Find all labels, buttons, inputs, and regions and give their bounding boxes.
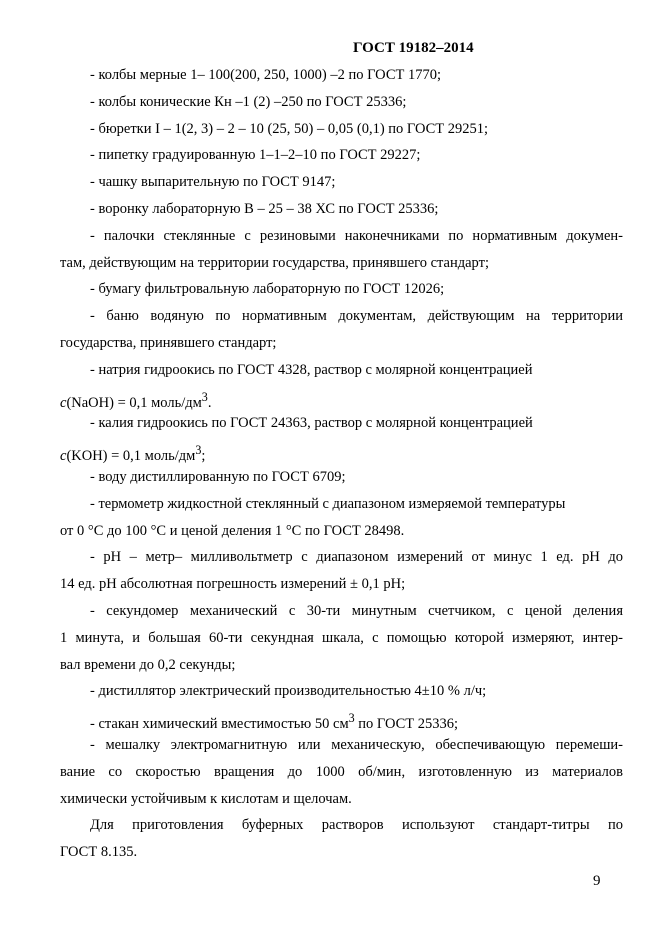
formula-text: (NaOH) = 0,1 моль/дм	[66, 394, 202, 411]
formula-superscript: 3	[201, 389, 208, 404]
text-line: - рН – метр– милливольтметр с диапазоном измерений от минус 1 ед. рН до	[90, 549, 623, 566]
text-line: Для приготовления буферных растворов используют стандарт-титры по	[90, 817, 623, 834]
formula-superscript: 3	[195, 443, 202, 458]
beaker-tail: по ГОСТ 25336;	[354, 715, 459, 732]
text-line: 14 ед. рН абсолютная погрешность измерений ± 0,1 рН;	[60, 576, 406, 593]
text-line: от 0 °С до 100 °С и ценой деления 1 °С по ГОСТ 28498.	[60, 522, 405, 539]
text-line: - палочки стеклянные с резиновыми наконечниками по нормативным докумен-	[90, 227, 623, 244]
formula-variable: c	[60, 394, 67, 411]
text-line: химически устойчивым к кислотам и щелочам.	[60, 790, 352, 807]
text-line: - колбы мерные 1– 100(200, 250, 1000) –2 по ГОСТ 1770;	[90, 67, 441, 83]
beaker-superscript: 3	[348, 711, 355, 726]
text-line: - колбы конические Кн –1 (2) –250 по ГОСТ 25336;	[90, 93, 407, 110]
text-line: 1 минута, и большая 60-ти секундная шкала, с помощью которой измеряют, интер-	[60, 629, 623, 646]
formula-line-beaker	[60, 705, 623, 732]
text-line: - чашку выпарительную по ГОСТ 9147;	[90, 174, 336, 191]
text-line: - бумагу фильтровальную лабораторную по ГОСТ 12026;	[90, 281, 445, 298]
formula-text: (KOH) = 0,1 моль/дм	[66, 447, 196, 464]
text-line: - калия гидроокись по ГОСТ 24363, раствор с молярной концентрацией	[90, 415, 533, 432]
formula-tail: .	[207, 394, 212, 411]
text-line: вал времени до 0,2 секунды;	[60, 656, 236, 673]
formula-tail: ;	[201, 447, 206, 464]
beaker-text: - стакан химический вместимостью 50 см	[90, 715, 349, 732]
document-body	[60, 62, 623, 866]
text-line: там, действующим на территории государства, принявшего стандарт;	[60, 254, 489, 271]
text-line: - дистиллятор электрический производительностью 4±10 % л/ч;	[90, 683, 487, 700]
formula-variable: c	[60, 447, 67, 464]
document-header: ГОСТ 19182–2014	[353, 40, 474, 56]
formula-line-naoh	[60, 384, 623, 411]
page-number: 9	[593, 873, 601, 889]
text-line: - воронку лабораторную В – 25 – 38 ХС по ГОСТ 25336;	[90, 200, 439, 217]
text-line: - воду дистиллированную по ГОСТ 6709;	[90, 468, 346, 485]
text-line: государства, принявшего стандарт;	[60, 334, 277, 351]
text-line: ГОСТ 8.135.	[60, 844, 138, 861]
text-line: - бюретки I – 1(2, 3) – 2 – 10 (25, 50) – 0,05 (0,1) по ГОСТ 29251;	[90, 120, 489, 137]
text-line: - пипетку градуированную 1–1–2–10 по ГОСТ 29227;	[90, 147, 421, 164]
formula-line-koh	[60, 437, 623, 464]
text-line: - секундомер механический с 30-ти минутным счетчиком, с ценой деления	[90, 602, 623, 619]
text-line: - термометр жидкостной стеклянный с диапазоном измеряемой температуры	[90, 495, 566, 512]
text-line: - мешалку электромагнитную или механическую, обеспечивающую перемеши-	[90, 736, 623, 753]
text-line: - баню водяную по нормативным документам, действующим на территории	[90, 308, 623, 325]
text-line: - натрия гидроокись по ГОСТ 4328, раствор с молярной концентрацией	[90, 361, 533, 378]
text-line: вание со скоростью вращения до 1000 об/мин, изготовленную из материалов	[60, 763, 623, 780]
